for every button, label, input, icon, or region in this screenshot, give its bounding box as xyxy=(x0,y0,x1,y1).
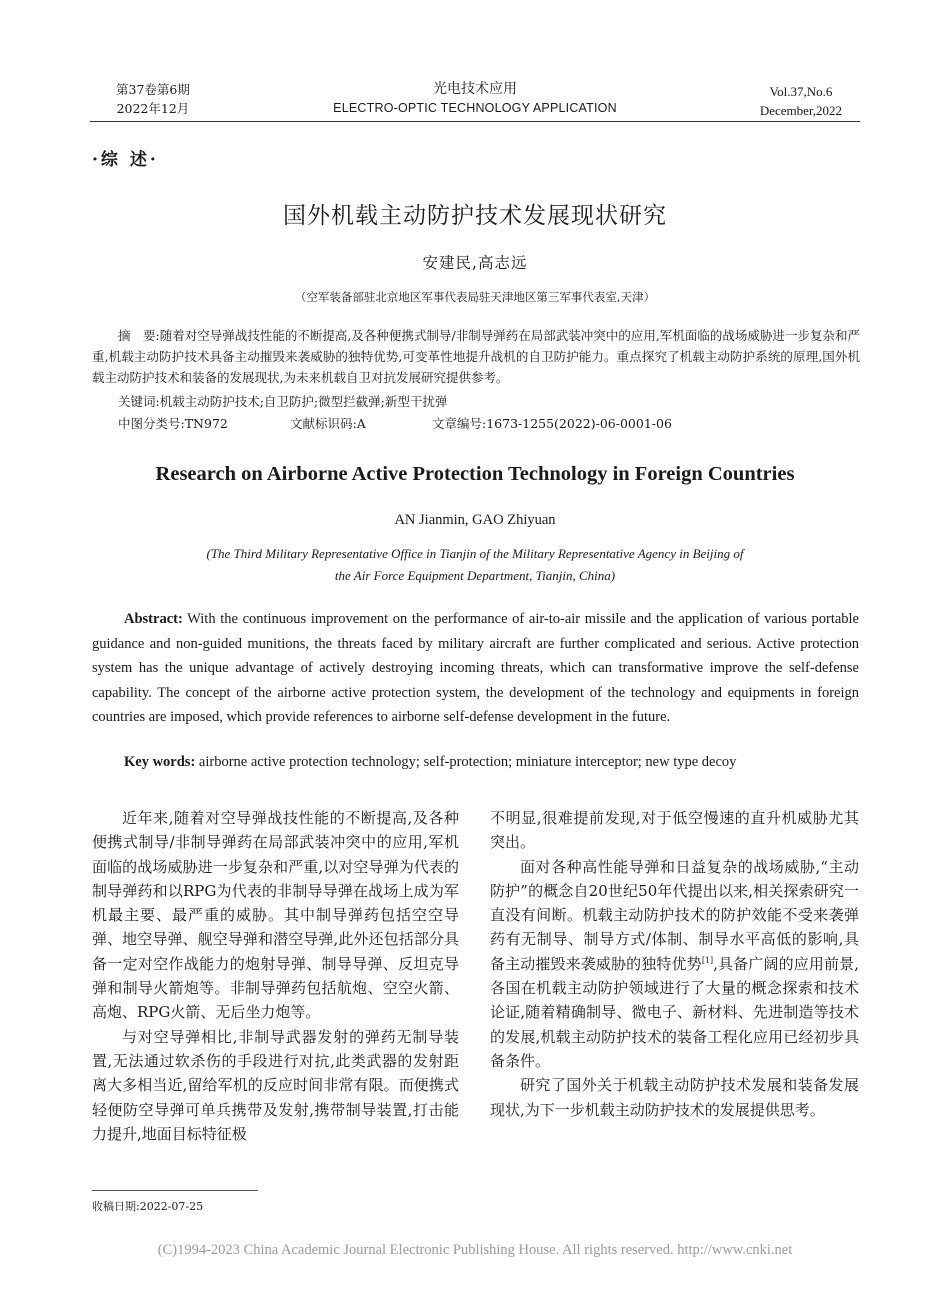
keywords-en xyxy=(124,754,736,771)
article-number: 文章编号:1673-1255(2022)-06-0001-06 xyxy=(432,416,672,431)
footnote-divider xyxy=(92,1190,258,1191)
journal-name-en: ELECTRO-OPTIC TECHNOLOGY APPLICATION xyxy=(333,101,617,115)
affiliation-en-line-1: (The Third Military Representative Office in Tianjin of the Military Representative Agency in Beijing of xyxy=(206,546,744,561)
date-cn: 2022年12月 xyxy=(116,101,190,116)
cnki-watermark: (C)1994-2023 China Academic Journal Electronic Publishing House. All rights reserved. http://www.cnki.net xyxy=(157,1242,793,1258)
date-en: December,2022 xyxy=(759,103,842,118)
affiliation-en xyxy=(0,543,950,587)
keywords-cn: 关键词:机载主动防护技术;自卫防护;微型拦截弹;新型干扰弹 xyxy=(118,394,448,409)
paper-title-en: Research on Airborne Active Protection Technology in Foreign Countries xyxy=(155,463,795,485)
abstract-en-text: With the continuous improvement on the performance of air-to-air missile and the application of various portable guidance and non-guided munitions, the threats faced by military aircraft are further complicated and serious. Active protection system has the unique advantage of actively destroying incoming threats, which can transformative improve the self-defense capability. The concept of the airborne active protection system, the development of the technology and equipments in foreign countries are imposed, which provide references to airborne self-defense development in the future. xyxy=(92,611,859,725)
body-paragraph: 研究了国外关于机载主动防护技术发展和装备发展现状,为下一步机载主动防护技术的发展提供思考。 xyxy=(490,1076,859,1119)
document-code: 文献标识码:A xyxy=(290,416,366,431)
keywords-en-text: airborne active protection technology; self-protection; miniature interceptor; new type decoy xyxy=(195,754,737,770)
affiliation-en-line-2: the Air Force Equipment Department, Tianjin, China) xyxy=(334,568,616,583)
keywords-en-label: Key words: xyxy=(124,754,196,770)
section-label: ·综 述· xyxy=(92,150,159,170)
header-divider xyxy=(90,121,860,122)
received-date: 收稿日期:2022-07-25 xyxy=(92,1200,204,1213)
journal-issue-cn xyxy=(116,80,190,118)
body-column-left xyxy=(92,806,459,1146)
body-paragraph xyxy=(490,855,859,1074)
journal-issue-en xyxy=(760,82,842,120)
body-paragraph: 与对空导弹相比,非制导武器发射的弹药无制导装置,无法通过软杀伤的手段进行对抗,此类武器的发射距离大多相当近,留给军机的反应时间非常有限。而便携式轻便防空导弹可单兵携带及发射,携带制导装置,打击能力提升,地面目标特征极 xyxy=(92,1027,459,1143)
journal-name-cn: 光电技术应用 xyxy=(433,81,517,97)
affiliation-cn: （空军装备部驻北京地区军事代表局驻天津地区第三军事代表室,天津） xyxy=(294,290,656,304)
body-paragraph: 不明显,很难提前发现,对于低空慢速的直升机威胁尤其突出。 xyxy=(490,809,859,852)
body-text: 面对各种高性能导弹和日益复杂的战场威胁,“主动防护”的概念自20世纪50年代提出以来,相关探索研究一直没有间断。机载主动防护技术的防护效能不受来袭弹药有无制导、制导方式/体制、制导水平高低的影响,具备主动摧毁来袭威胁的独特优势 xyxy=(490,857,859,973)
body-text: ,具备广阔的应用前景,各国在机载主动防护领域进行了大量的概念探索和技术论证,随着精确制导、微电子、新材料、先进制造等技术的发展,机载主动防护技术的装备工程化应用已经初步具备条件。 xyxy=(490,954,859,1070)
citation-ref: [1] xyxy=(701,955,714,965)
abstract-cn: 摘 要:随着对空导弹战技性能的不断提高,及各种便携式制导/非制导弹药在局部武装冲突中的应用,军机面临的战场威胁进一步复杂和严重,机载主动防护技术具备主动摧毁来袭威胁的独特优势,可变革性地提升战机的自卫防护能力。重点探究了机载主动防护系统的原理,国外机载主动防护技术和装备的发展现状,为未来机载自卫对抗发展研究提供参考。 xyxy=(92,328,860,385)
journal-name xyxy=(300,80,650,118)
volume-en: Vol.37,No.6 xyxy=(769,84,833,99)
body-paragraph: 近年来,随着对空导弹战技性能的不断提高,及各种便携式制导/非制导弹药在局部武装冲突中的应用,军机面临的战场威胁进一步复杂和严重,以对空导弹为代表的制导弹药和以RPG为代表的非制导导弹在战场上成为军机最主要、最严重的威胁。其中制导弹药包括空空导弹、地空导弹、舰空导弹和潜空导弹,此外还包括部分具备一定对空作战能力的炮射导弹、制导导弹、反坦克导弹和制导火箭炮等。非制导弹药包括航炮、空空火箭、高炮、RPG火箭、无后坐力炮等。 xyxy=(92,809,459,1022)
body-column-right xyxy=(490,806,859,1122)
classification-line xyxy=(118,413,672,434)
authors-en: AN Jianmin, GAO Zhiyuan xyxy=(394,512,556,528)
paper-title-cn: 国外机载主动防护技术发展现状研究 xyxy=(283,203,667,229)
authors-cn: 安建民,高志远 xyxy=(422,254,528,272)
abstract-en-label: Abstract: xyxy=(124,611,183,627)
clc-number: 中图分类号:TN972 xyxy=(118,416,228,431)
volume-cn: 第37卷第6期 xyxy=(116,82,190,97)
abstract-en xyxy=(92,607,859,730)
